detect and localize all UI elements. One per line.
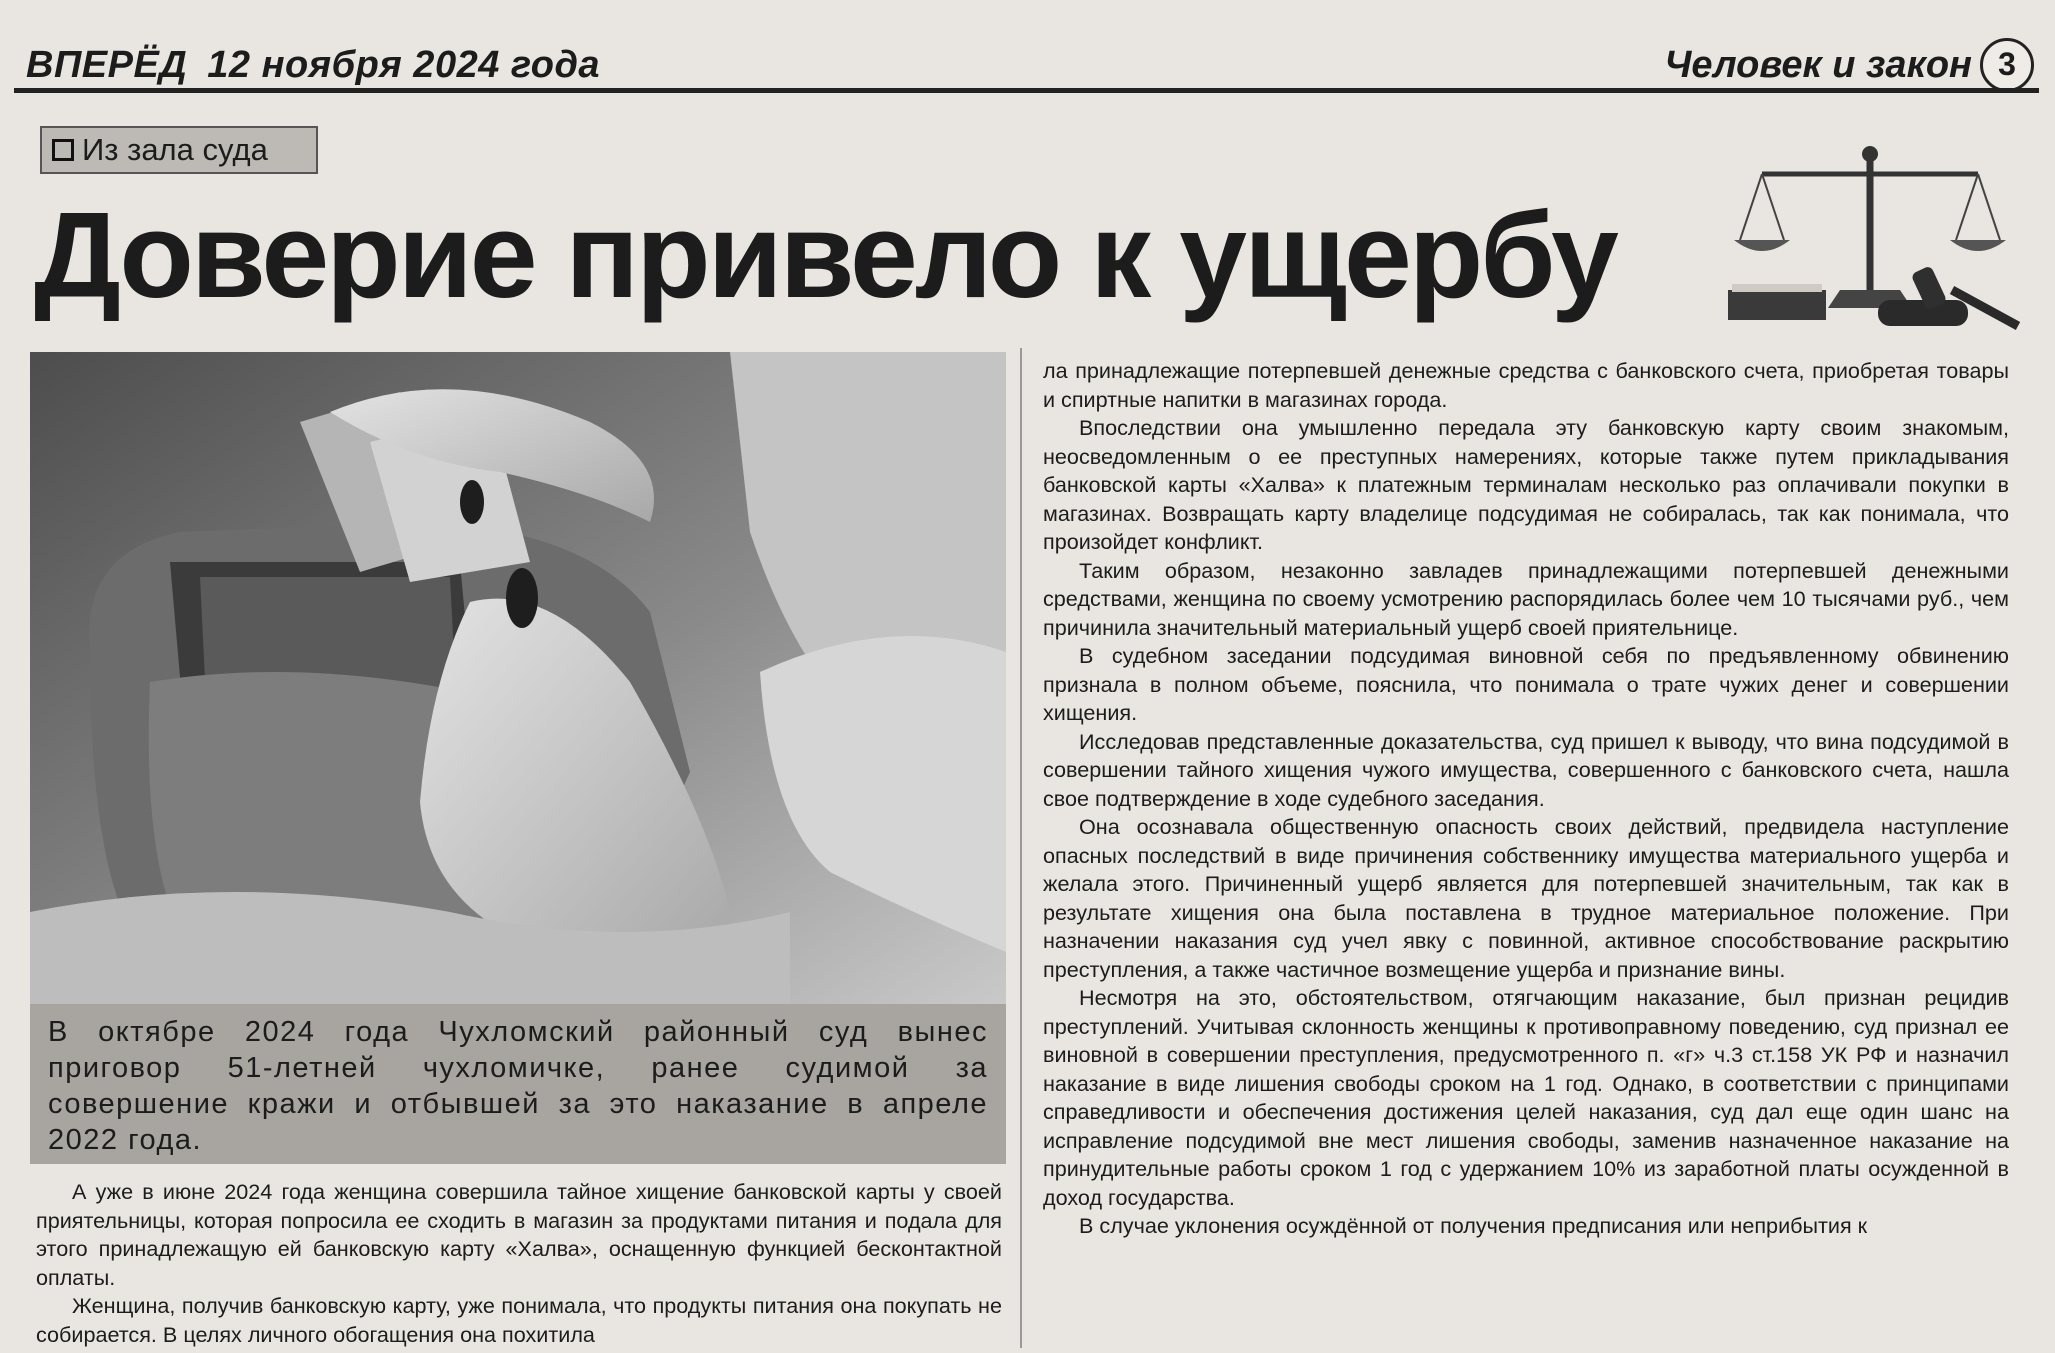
article-headline: Доверие привело к ущербу (34, 187, 1616, 323)
rubric-label (40, 126, 318, 174)
paragraph: Таким образом, незаконно завладев принадлежащими потерпевшей денежными средствами, женщина по своему усмотрению распорядилась более чем 10 тысячами руб., чем причинила значительный материальный ущерб своей приятельнице. (1043, 557, 2009, 640)
lead-box (30, 1004, 1006, 1164)
lead-text: В октябре 2024 года Чухломский районный суд вынес приговор 51-летней чухломичке, ранее судимой за совершение кражи и отбывшей за это наказание в апреле 2022 года. (48, 1016, 988, 1156)
newspaper-name: ВПЕРЁД (26, 44, 188, 86)
paragraph: В судебном заседании подсудимая виновной себя по предъявленному обвинению признала в полном объеме, пояснила, что понимала о трате чужих денег и совершении хищения. (1043, 643, 2009, 725)
header-rule (14, 88, 2039, 93)
paragraph: А уже в июне 2024 года женщина совершила тайное хищение банковской карты у своей приятельницы, которая попросила ее сходить в магазин за продуктами питания и подала для этого принадлежащую ей банковскую карту «Халва», оснащенную функцией бесконтактной оплаты. (36, 1179, 1002, 1290)
rubric-text: Из зала суда (82, 132, 268, 167)
article-photo (30, 352, 1006, 1004)
paragraph: Несмотря на это, обстоятельством, отягчающим наказание, был признан рецидив преступлений. Учитывая склонность женщины к противоправному поведению, суд признал ее виновной в совершении преступления, предусмотренного п. «г» ч.3 ст.158 УК РФ и назначил наказание в виде лишения свободы сроком на 1 год. Однако, в соответствии с принципами справедливости и обеспечения достижения целей наказания, суд дал еще один шанс на исправление подсудимой вне мест лишения свободы, заменив назначенное наказание на принудительные работы сроком 1 год с удержанием 10% из заработной платы осужденной в доход государства. (1043, 985, 2009, 1210)
column-left (36, 1178, 1002, 1349)
page-number: 3 (1980, 38, 2034, 92)
page-header (14, 30, 2034, 92)
column-divider (1020, 348, 1022, 1348)
paragraph: Она осознавала общественную опасность своих действий, предвидела наступление опасных последствий в виде причинения собственнику имущества материального ущерба и желала этого. Причиненный ущерб является для потерпевшей значительным, так как в результате хищения она была поставлена в трудное материальное положение. При назначении наказания суд учел явку с повинной, активное способствование раскрытию преступления, а также частичное возмещение ущерба и признание вины. (1043, 814, 2009, 982)
paragraph: Впоследствии она умышленно передала эту банковскую карту своим знакомым, неосведомленным о ее преступных намерениях, которые также путем прикладывания банковской карты «Халва» к платежным терминалам несколько раз оплачивали покупки в магазинах. Возвращать карту владелице подсудимая не собиралась, так как понимала, что произойдет конфликт. (1043, 415, 2009, 554)
column-right (1043, 357, 2009, 1241)
checkbox-square-icon (52, 139, 74, 161)
paragraph: Женщина, получив банковскую карту, уже понимала, что продукты питания она покупать не собирается. В целях личного обогащения она похитила (36, 1293, 1002, 1347)
section-title: Человек и закон (1664, 44, 1972, 86)
scales-of-justice-icon (1722, 140, 2022, 336)
header-left (26, 44, 600, 87)
paragraph: ла принадлежащие потерпевшей денежные средства с банковского счета, приобретая товары и спиртные напитки в магазинах города. (1043, 358, 2009, 412)
issue-date: 12 ноября 2024 года (207, 44, 601, 86)
paragraph: Исследовав представленные доказательства, суд пришел к выводу, что вина подсудимой в совершении тайного хищения чужого имущества, совершенного с банковского счета, нашла свое подтверждение в ходе судебного заседания. (1043, 728, 2009, 811)
paragraph: В случае уклонения осуждённой от получения предписания или неприбытия к (1079, 1213, 1868, 1238)
